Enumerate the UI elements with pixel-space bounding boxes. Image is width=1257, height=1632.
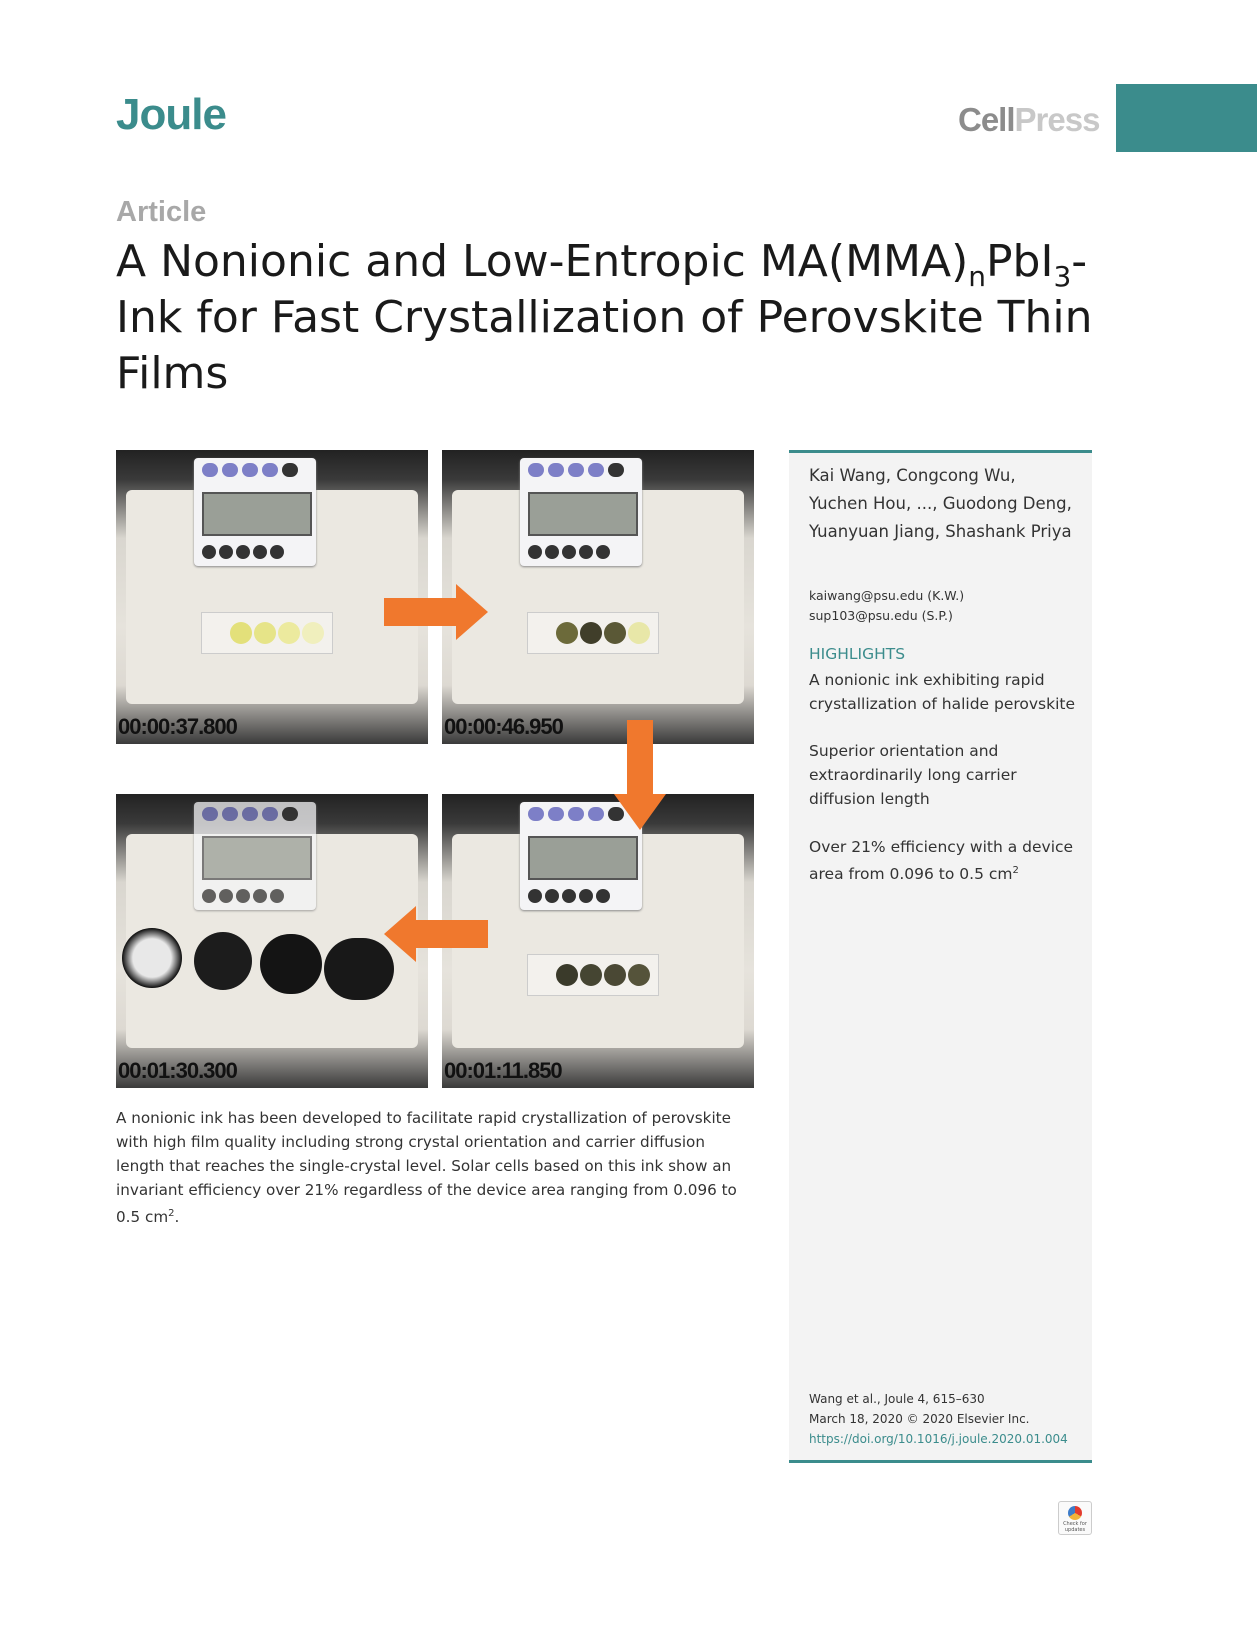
caption-end: .	[174, 1208, 180, 1227]
caption-superscript: 2	[168, 1208, 175, 1219]
check-for-updates-badge[interactable]	[1058, 1501, 1092, 1535]
highlight-superscript: 2	[1012, 865, 1019, 876]
video-timestamp: 00:00:46.950	[444, 714, 563, 739]
title-line-2: Ink for Fast Crystallization of Perovskite Thin	[116, 292, 1093, 343]
header-accent-block	[1116, 84, 1257, 152]
timer-screen	[202, 836, 312, 880]
badge-label: Check for updates	[1063, 1521, 1087, 1533]
timer-buttons-bottom	[202, 888, 287, 907]
title-part: -	[1071, 236, 1088, 287]
figure-panel-3	[116, 794, 428, 1088]
down-arrow-icon	[614, 720, 666, 830]
highlight-item: Superior orientation and extraordinarily long carrier diffusion length	[809, 742, 1017, 808]
title-subscript: n	[968, 260, 987, 293]
perovskite-film	[604, 622, 626, 644]
title-part: A Nonionic and Low-Entropic MA(MMA)	[116, 236, 969, 287]
title-line-1	[116, 234, 1116, 293]
timer-screen	[528, 836, 638, 880]
article-type: Article	[116, 196, 207, 228]
highlight-item: A nonionic ink exhibiting rapid crystallization of halide perovskite	[809, 671, 1076, 713]
perovskite-film-large	[194, 932, 252, 990]
timer-buttons	[528, 806, 628, 825]
perovskite-film	[604, 964, 626, 986]
publisher-logo-press: Press	[1014, 101, 1100, 138]
video-timestamp: 00:01:30.300	[118, 1058, 237, 1083]
publisher-logo	[958, 101, 1099, 139]
title-part: PbI	[986, 236, 1054, 287]
article-title	[116, 234, 1116, 402]
ink-droplet	[278, 622, 300, 644]
perovskite-film-large	[260, 934, 322, 994]
highlight-text: Over 21% efficiency with a device area from 0.096 to 0.5 cm	[809, 838, 1074, 884]
figure-panel-1	[116, 450, 428, 744]
figure-panel-4	[442, 794, 754, 1088]
ink-droplet	[254, 622, 276, 644]
ink-droplet	[628, 622, 650, 644]
glass-substrate	[201, 612, 333, 654]
email-link[interactable]: sup103@psu.edu (S.P.)	[809, 608, 953, 623]
timer-device	[194, 802, 316, 910]
citation-line: Wang et al., Joule 4, 615–630	[809, 1392, 985, 1406]
perovskite-film	[556, 964, 578, 986]
timer-buttons-bottom	[528, 544, 613, 563]
author-list: Kai Wang, Congcong Wu, Yuchen Hou, ..., Guodong Deng, Yuanyuan Jiang, Shashank Priya	[809, 466, 1072, 541]
title-subscript: 3	[1053, 260, 1072, 293]
crossmark-icon	[1068, 1506, 1082, 1520]
email-link[interactable]: kaiwang@psu.edu (K.W.)	[809, 588, 965, 603]
right-arrow-icon	[384, 584, 488, 640]
ink-droplet	[230, 622, 252, 644]
citation-date: March 18, 2020 © 2020 Elsevier Inc.	[809, 1412, 1030, 1426]
timer-screen	[528, 492, 638, 536]
timer-buttons	[528, 462, 628, 481]
perovskite-film	[580, 622, 602, 644]
journal-logo: Joule	[116, 90, 226, 139]
video-timestamp: 00:00:37.800	[118, 714, 237, 739]
highlights-heading: HIGHLIGHTS	[809, 645, 906, 663]
glass-substrate	[527, 954, 659, 996]
timer-buttons	[202, 462, 302, 481]
publisher-logo-cell: Cell	[958, 101, 1015, 138]
caption-text: A nonionic ink has been developed to facilitate rapid crystallization of perovskite with high film quality including strong crystal orientation and carrier diffusion length that reaches the single-crystal level. Solar cells based on this ink show an invariant efficiency over 21% regardless of the device area ranging from 0.096 to 0.5 cm	[116, 1109, 737, 1227]
left-arrow-icon	[384, 906, 488, 962]
timer-buttons-bottom	[202, 544, 287, 563]
figure-panel-2	[442, 450, 754, 744]
timer-screen	[202, 492, 312, 536]
timer-device	[194, 458, 316, 566]
graphical-abstract-caption	[116, 1106, 756, 1229]
highlight-item	[809, 835, 1084, 886]
perovskite-film	[580, 964, 602, 986]
ink-droplet	[302, 622, 324, 644]
perovskite-film	[628, 964, 650, 986]
graphical-abstract	[116, 450, 754, 1088]
perovskite-film	[556, 622, 578, 644]
title-line-3: Films	[116, 348, 229, 399]
glass-substrate	[527, 612, 659, 654]
correspondence	[809, 586, 964, 626]
timer-device	[520, 458, 642, 566]
timer-buttons	[202, 806, 302, 825]
perovskite-film-large	[122, 928, 182, 988]
timer-buttons-bottom	[528, 888, 613, 907]
doi-link[interactable]: https://doi.org/10.1016/j.joule.2020.01.004	[809, 1432, 1068, 1446]
video-timestamp: 00:01:11.850	[444, 1058, 562, 1083]
